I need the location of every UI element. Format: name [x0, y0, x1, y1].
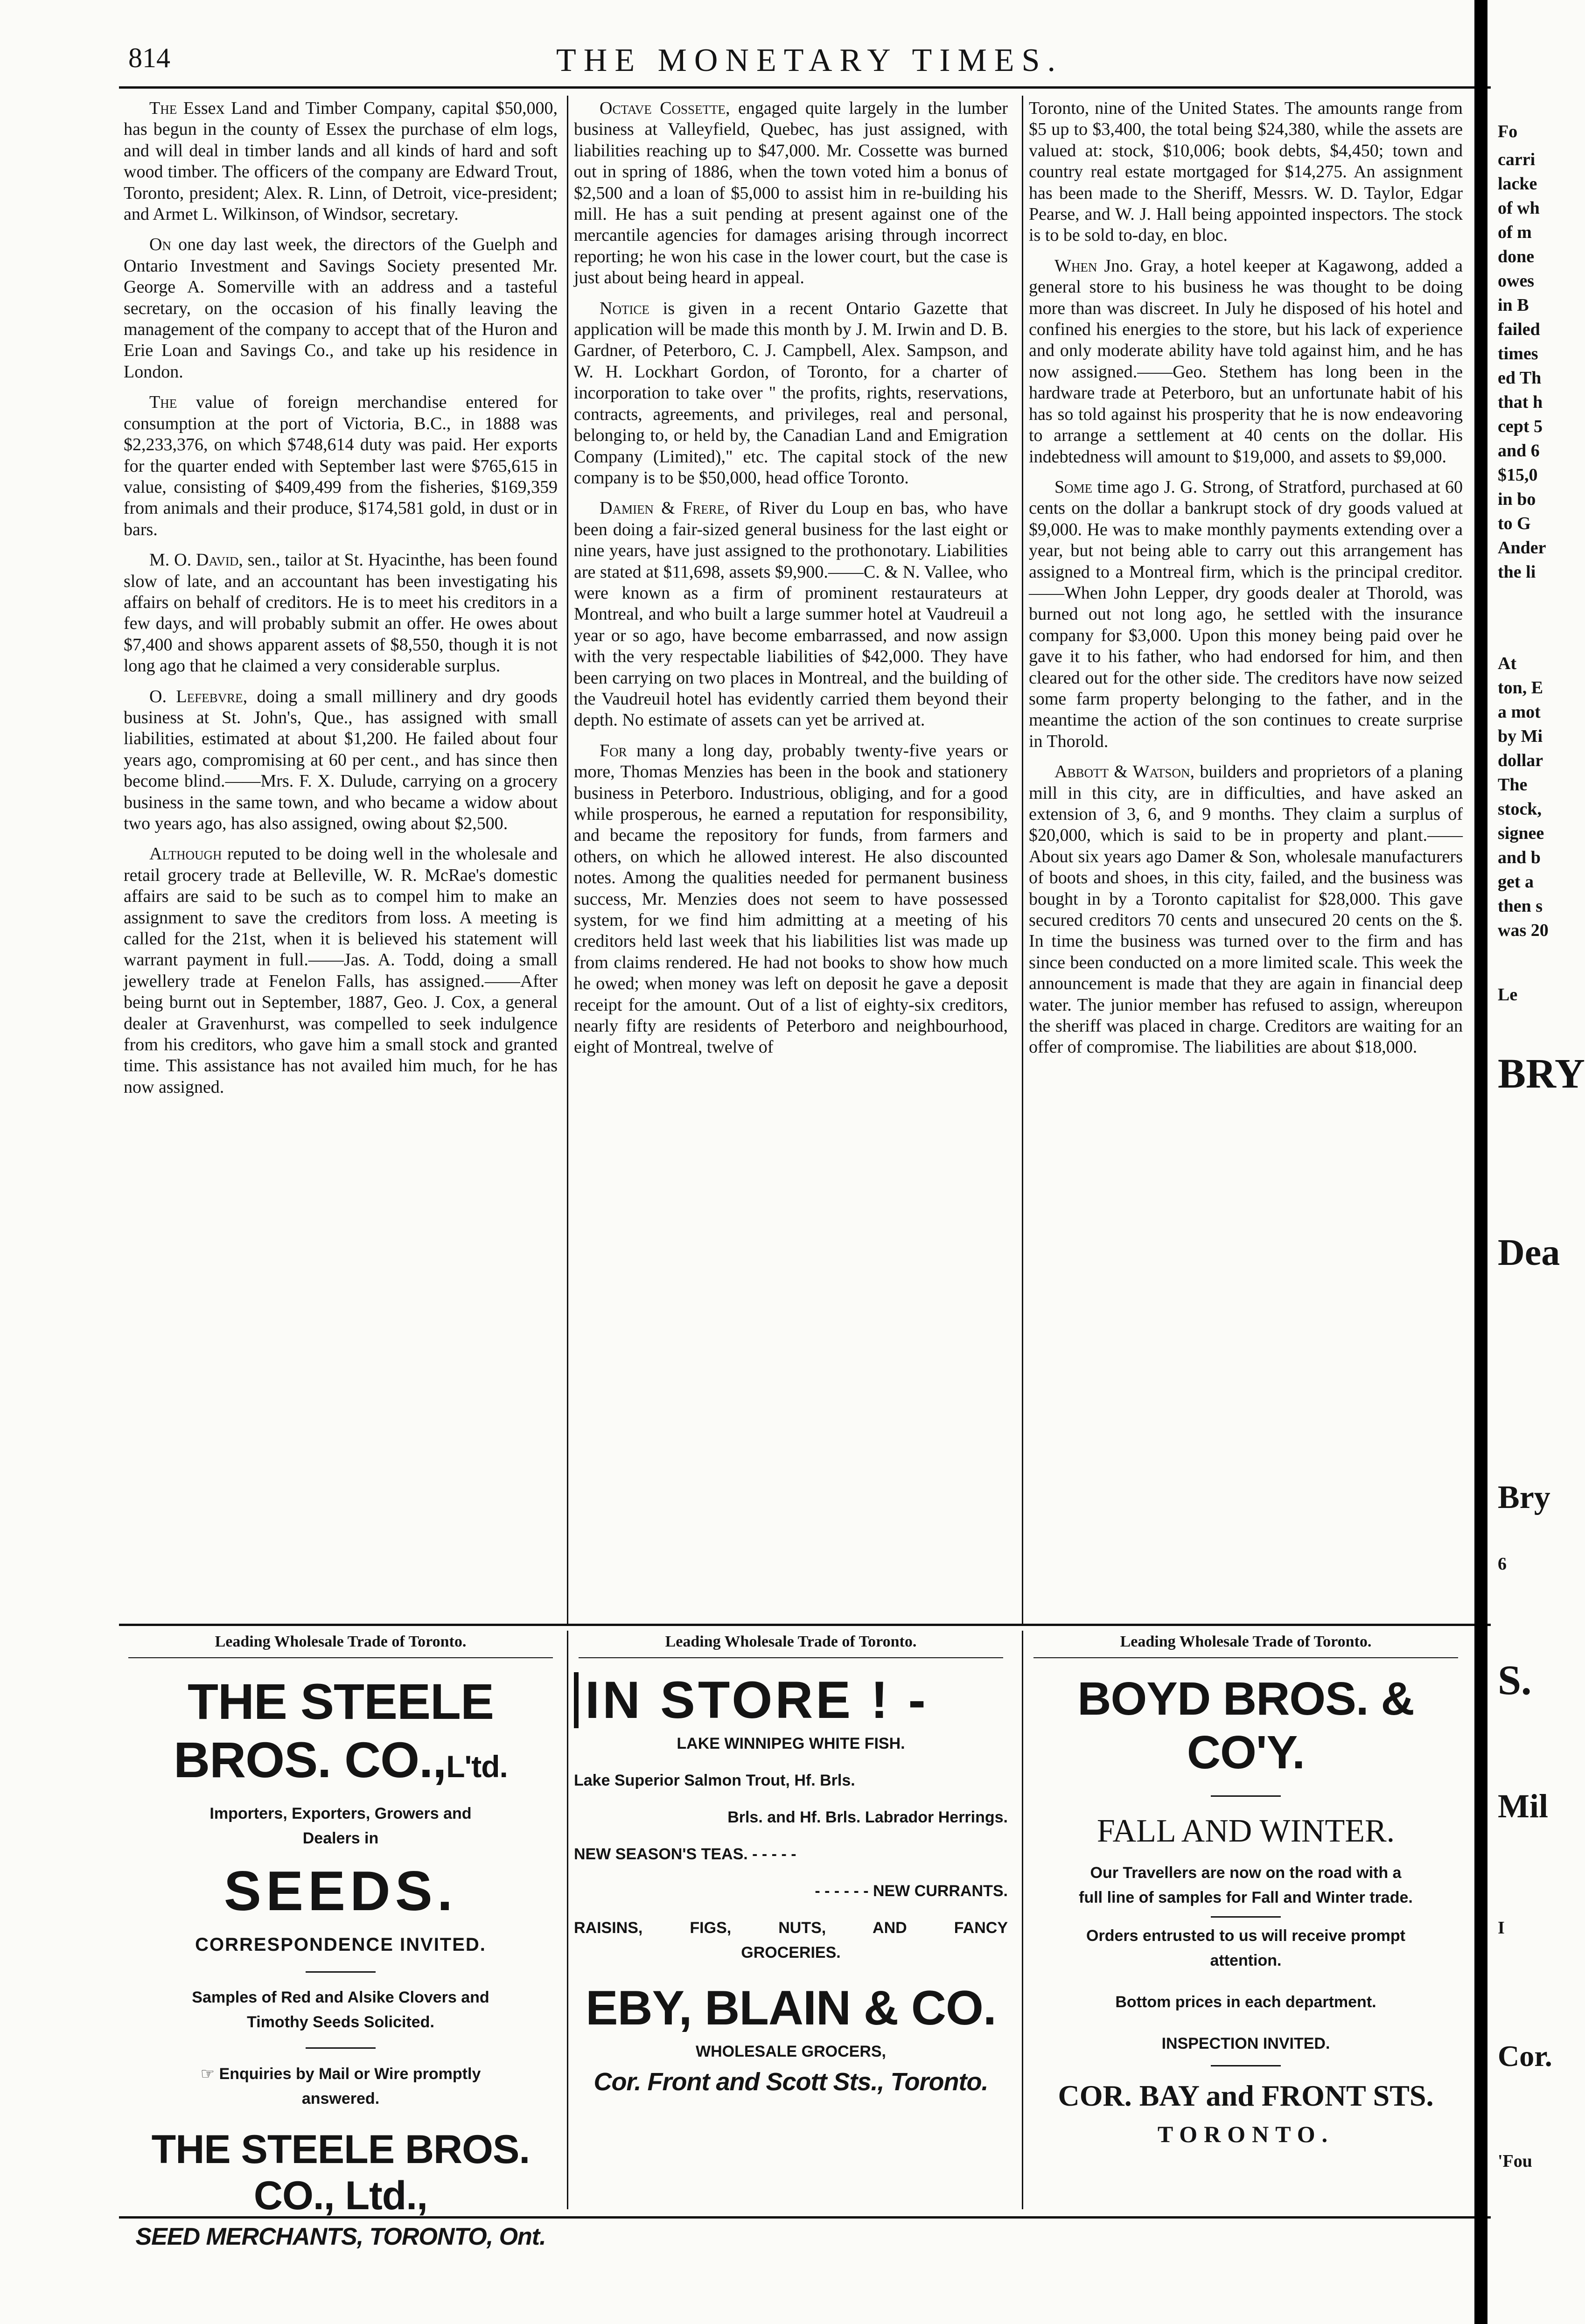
paragraph-text: sen., tailor at St. Hyacinthe, has been found slow of late, and an accountant has been investigating his affairs on behalf of creditors. He is to meet his creditors in a few days, and will probably submit an offer. He owes about $7,400 and shows apparent assets of $8,550, though it is not long ago that he claimed a very considerable surplus. — [124, 550, 558, 676]
news-paragraph — [1029, 761, 1463, 1058]
ad-text: WHOLESALE GROCERS, — [695, 2043, 887, 2060]
adjacent-page-text: S. — [1498, 1657, 1532, 1703]
adjacent-page-fragment — [1491, 0, 1585, 2324]
company-name: BOYD BROS. & CO'Y. — [1077, 1673, 1414, 1779]
company-address: SEED MERCHANTS, TORONTO, Ont. — [135, 2223, 546, 2250]
paragraph-lead: Octave Cossette, — [600, 98, 730, 118]
paragraph-lead: Some — [1054, 477, 1093, 497]
adjacent-page-text: BRY — [1498, 1051, 1585, 1097]
paragraph-lead: Abbott & Watson, — [1054, 762, 1195, 782]
ad-text: INSPECTION INVITED. — [1161, 2035, 1330, 2052]
paragraph-text: one day last week, the directors of the Guelph and Ontario Investment and Savings Society presented Mr. George A. Somerville with an address and a tasteful secretary, on the occasion of his finally leaving the management of the company to accept that of the Huron and Erie Loan and Savings Co., and take up his residence in London. — [124, 235, 558, 382]
paragraph-text: Toronto, nine of the United States. The amounts range from $5 up to $3,400, the total being $24,380, while the assets are valued at: stock, $10,006; book debts, $4,450; town and country real estate mortgaged for $14,275. An assignment has been made to the Sheriff, Messrs. W. D. Taylor, Edgar Pearse, and W. J. Hall being appointed inspectors. The stock is to be sold to-day, en bloc. — [1029, 98, 1463, 245]
ad-text: CORRESPONDENCE INVITED. — [195, 1934, 486, 1955]
column-divider — [1022, 96, 1023, 1624]
adjacent-page-text: I — [1498, 1918, 1505, 1938]
adjacent-page-text: that h — [1498, 392, 1543, 412]
company-name: EBY, BLAIN & CO. — [586, 1981, 996, 2035]
news-paragraph — [1029, 98, 1463, 246]
ad-text: Bottom prices in each department. — [1115, 1993, 1376, 2011]
adjacent-page-text: Ander — [1498, 538, 1546, 558]
adjacent-page-text: dollar — [1498, 751, 1543, 770]
ad-headline: IN STORE ! - — [574, 1672, 1008, 1728]
paragraph-lead: On — [149, 235, 171, 255]
ad-text: Our Travellers are now on the road with a — [1090, 1864, 1402, 1882]
ad-text: - - - - - - NEW CURRANTS. — [815, 1882, 1008, 1900]
adjacent-page-text: and 6 — [1498, 441, 1540, 461]
news-paragraph — [574, 298, 1008, 489]
adjacent-page-text: failed — [1498, 320, 1540, 339]
adjacent-page-text: lacke — [1498, 174, 1537, 194]
company-name-suffix: L'td. — [446, 1749, 508, 1784]
ad-text: LAKE WINNIPEG WHITE FISH. — [677, 1735, 905, 1752]
ad-text: Importers, Exporters, Growers and — [209, 1805, 472, 1822]
paragraph-lead: For — [600, 740, 627, 761]
adjacent-page-text: The — [1498, 775, 1528, 795]
adjacent-page-text: then s — [1498, 896, 1543, 916]
news-paragraph — [1029, 256, 1463, 468]
adjacent-page-text: carri — [1498, 150, 1536, 169]
adjacent-page-text: and b — [1498, 848, 1541, 867]
ad-divider — [1211, 1916, 1281, 1918]
steele-bros-advertisement — [124, 1633, 558, 2250]
page-edge-shadow — [1474, 0, 1487, 2324]
paragraph-text: is given in a recent Ontario Gazette that application will be made this month by J. M. Irwin and D. B. Gardner, of Peterboro, C. J. Campbell, Alex. Sampson, and W. H. Lockhart Gordon, of Toronto, for a charter of incorporation to take over " the profits, rights, reservations, contracts, agreements, and privileges, real and personal, belonging to, or held by, the Canadian Land and Emigration Company (Limited)," etc. The capital stock of the new company is to be $50,000, head office Toronto. — [574, 298, 1008, 488]
ad-divider — [306, 2047, 376, 2049]
ads-top-rule — [119, 1624, 1500, 1626]
paragraph-text: many a long day, probably twenty-five years or more, Thomas Menzies has been in the book and stationery business in Peterboro. Industrious, obliging, and for a good while prosperous, he earned a reputation for responsibility, and became the repository for funds, from farmers and others, on which he allowed interest. He also discounted notes. Among the qualities needed for permanent business success, Mr. Menzies does not seem to have possessed system, for we find him admitting at a meeting of his creditors held last week that his liabilities list was made up from claims rendered. He had not books to show how much he owed; when money was left on deposit he gave a deposit receipt for the amount. Out of a list of eighty-six creditors, nearly fifty are residents of Peterboro and neighbourhood, eight of Montreal, twelve of — [574, 740, 1008, 1057]
ad-divider-vertical — [567, 1631, 568, 2209]
column-divider — [567, 96, 568, 1624]
paragraph-text: of River du Loup en bas, who have been doing a fair-sized general business for the last eight or nine years, have just assigned to the prothonotary. Liabilities are stated at $11,698, assets $9,900.——C. & N. Vallee, who were known as a firm of prominent restaurateurs at Montreal, and who built a large summer hotel at Vaudreuil a year or so ago, have become embarrassed, and now assign with the very respectable liabilities of $42,000. They have been carrying on two places in Montreal, and the building of the Vaudreuil hotel has evidently carried them beyond their depth. No estimate of assets can yet be arrived at. — [574, 498, 1008, 730]
paragraph-lead: When — [1054, 256, 1097, 276]
paragraph-lead: Although — [149, 844, 222, 864]
adjacent-page-text: signee — [1498, 824, 1544, 843]
adjacent-page-text: times — [1498, 344, 1538, 363]
ad-text: GROCERIES. — [741, 1944, 841, 1961]
article-column-1 — [124, 98, 558, 1107]
adjacent-page-text: Fo — [1498, 122, 1518, 141]
company-address: COR. BAY and FRONT STS. — [1058, 2079, 1434, 2112]
adjacent-page-text: in B — [1498, 295, 1529, 315]
ad-text: Timothy Seeds Solicited. — [247, 2013, 434, 2031]
paragraph-lead: Notice — [600, 298, 649, 318]
page-header — [128, 42, 1491, 79]
ad-divider-vertical — [1022, 1631, 1023, 2209]
company-name: THE STEELE BROS. CO., — [174, 1673, 494, 1788]
ad-divider — [1211, 1795, 1281, 1797]
season-heading: FALL AND WINTER. — [1096, 1813, 1395, 1849]
news-paragraph — [124, 550, 558, 677]
adjacent-page-text: ton, E — [1498, 678, 1543, 698]
adjacent-page-text: in bo — [1498, 489, 1536, 509]
eby-blain-advertisement — [574, 1633, 1008, 2212]
page-number: 814 — [128, 42, 170, 73]
ad-text: NEW SEASON'S TEAS. - - - - - — [574, 1845, 796, 1863]
news-paragraph — [124, 844, 558, 1098]
paragraph-text: builders and proprietors of a planing mill in this city, are in difficulties, and have asked an extension of 3, 6, and 9 months. They claim a surplus of $20,000, which is said to be in property and plant.——About six years ago Damer & Son, wholesale manufacturers of boots and shoes, in this city, failed, and the business was bought in by a Toronto capitalist for $28,000. This gave secured creditors 70 cents and unsecured 20 cents on the $. In time the business was turned over to the firm and has since been conducted on a more limited scale. This week the announcement is made that they are again in financial deep water. The junior member has refused to assign, whereupon the sheriff was placed in charge. Creditors are waiting for an offer of compromise. The liabilities are about $18,000. — [1029, 762, 1463, 1057]
company-city: TORONTO. — [1157, 2121, 1334, 2147]
adjacent-page-text: to G — [1498, 514, 1531, 533]
news-paragraph — [574, 98, 1008, 289]
company-address: Cor. Front and Scott Sts., Toronto. — [594, 2068, 988, 2096]
adjacent-page-text: Le — [1498, 985, 1518, 1005]
paragraph-text: engaged quite largely in the lumber business at Valleyfield, Quebec, has just assigned, with liabilities reaching up to $47,000. Mr. Cossette was burned out in spring of 1886, when the town voted him a bonus of $2,500 and a loan of $5,000 to assist him in re-building his mill. He has a suit pending at present against one of the mercantile agencies for damages arising through incorrect reporting; he won his case in the lower court, but the case is just about being heard in appeal. — [574, 98, 1008, 288]
news-paragraph — [1029, 477, 1463, 752]
company-name-footer: THE STEELE BROS. CO., Ltd., — [151, 2127, 530, 2218]
paragraph-text: Essex Land and Timber Company, capital $50,000, has begun in the county of Essex the purchase of elm logs, and will deal in timber lands and all kinds of hard and soft wood timber. The officers of the company are Edward Trout, Toronto, president; Alex. R. Linn, of Detroit, vice-president; and Armet L. Wilkinson, of Windsor, secretary. — [124, 98, 558, 224]
adjacent-page-text: cept 5 — [1498, 417, 1543, 436]
adjacent-page-text: of m — [1498, 223, 1532, 242]
adjacent-page-text: At — [1498, 654, 1517, 673]
ad-header: Leading Wholesale Trade of Toronto. — [579, 1633, 1003, 1658]
news-paragraph — [124, 392, 558, 540]
paragraph-text: value of foreign merchandise entered for consumption at the port of Victoria, B.C., in 1888 was $2,233,376, on which $748,614 duty was paid. Her exports for the quarter ended with September last were $765,615 in value, consisting of $409,499 from the fisheries, $169,359 from animals and their produce, $174,581 gold, in dust or in bars. — [124, 392, 558, 539]
adjacent-page-text: $15,0 — [1498, 465, 1538, 485]
adjacent-page-text: Dea — [1498, 1232, 1560, 1273]
adjacent-page-text: by Mi — [1498, 726, 1543, 746]
ads-bottom-rule — [119, 2216, 1500, 2219]
adjacent-page-text: of wh — [1498, 198, 1540, 218]
ad-text: Orders entrusted to us will receive prompt — [1086, 1927, 1405, 1945]
article-column-2 — [574, 98, 1008, 1068]
boyd-bros-advertisement — [1029, 1633, 1463, 2212]
news-paragraph — [124, 98, 558, 225]
ad-divider — [306, 1971, 376, 1973]
news-paragraph — [124, 234, 558, 383]
news-paragraph — [574, 740, 1008, 1058]
ad-text: RAISINS, FIGS, NUTS, AND FANCY — [574, 1919, 1008, 1937]
ad-text: Brls. and Hf. Brls. Labrador Herrings. — [727, 1808, 1008, 1826]
adjacent-page-text: stock, — [1498, 799, 1542, 819]
paragraph-text: doing a small millinery and dry goods business at St. John's, Que., has assigned with small liabilities, estimated at about $1,200. He failed about four years ago, compromising at 60 per cent., and has since then become blind.——Mrs. F. X. Dulude, carrying on a grocery business in the same town, and who became a widow about two years ago, has also assigned, owing about $2,500. — [124, 686, 558, 833]
adjacent-page-text: ed Th — [1498, 368, 1542, 388]
paragraph-lead: The — [149, 392, 177, 412]
paragraph-lead: M. O. David, — [149, 550, 243, 570]
ad-text: answered. — [301, 2090, 380, 2108]
adjacent-page-text: done — [1498, 247, 1535, 266]
paragraph-lead: Damien & Frere, — [600, 498, 729, 518]
ad-divider — [1211, 2065, 1281, 2066]
ad-text: Samples of Red and Alsike Clovers and — [192, 1989, 489, 2006]
ad-text: Dealers in — [302, 1829, 379, 1847]
ad-text: ☞ Enquiries by Mail or Wire promptly — [200, 2065, 481, 2083]
adjacent-page-text: Bry — [1498, 1480, 1550, 1515]
ad-text: full line of samples for Fall and Winter trade. — [1079, 1889, 1413, 1906]
paragraph-lead: O. Lefebvre, — [149, 686, 248, 706]
news-paragraph — [574, 498, 1008, 731]
adjacent-page-text: get a — [1498, 872, 1534, 892]
paragraph-text: Jno. Gray, a hotel keeper at Kagawong, added a general store to his business he was thought to be doing more than was discreet. In July he disposed of his hotel and confined his energies to the store, but his lack of experience and only moderate ability have told against him, and he has now assigned.——Geo. Stethem has long been in the hardware trade at Peterboro, but an unfortunate habit of his has so told against his prosperity that he is now endeavoring to arrange a settlement at 40 cents on the dollar. His indebtedness will amount to $19,000, and assets to $9,000. — [1029, 256, 1463, 467]
news-paragraph — [124, 686, 558, 835]
adjacent-page-text: was 20 — [1498, 921, 1549, 940]
adjacent-page-text: Cor. — [1498, 2039, 1552, 2073]
ad-header: Leading Wholesale Trade of Toronto. — [1033, 1633, 1458, 1658]
paragraph-text: time ago J. G. Strong, of Stratford, purchased at 60 cents on the dollar a bankrupt stock of dry goods valued at $9,000. He was to make monthly payments extending over a year, but not being able to carry out this arrangement has assigned to a Montreal firm, which is the principal creditor.——When John Lepper, dry goods dealer at Thorold, was burned out not long ago, he settled with the insurance company for $3,000. Upon this money being paid over he gave it to his father, who had endorsed for him, and then cleared out for the other side. The creditors have now seized some farm property belonging to the father, and in the meantime the action of the son continues to create surprise in Thorold. — [1029, 477, 1463, 751]
ad-text: Lake Superior Salmon Trout, Hf. Brls. — [574, 1772, 855, 1789]
ad-header: Leading Wholesale Trade of Toronto. — [128, 1633, 553, 1658]
adjacent-page-text: the li — [1498, 562, 1536, 582]
header-rule — [119, 86, 1500, 89]
ad-text: attention. — [1210, 1952, 1282, 1969]
paragraph-text: reputed to be doing well in the wholesale and retail grocery trade at Belleville, W. R. McRae's domestic affairs are said to be such as to compel him to make an assignment to save the creditors from loss. A meeting is called for the 21st, when it is believed his statement will warrant payment in full.——Jas. A. Todd, doing a small jewellery trade at Fenelon Falls, has assigned.——After being burnt out in September, 1887, Geo. J. Cox, a general dealer at Gravenhurst, was compelled to seek indulgence from his creditors, who gave him a small stock and granted time. This assistance has not availed him much, for he has now assigned. — [124, 844, 558, 1097]
paragraph-lead: The — [149, 98, 177, 118]
adjacent-page-text: 'Fou — [1498, 2151, 1532, 2171]
adjacent-page-text: 6 — [1498, 1554, 1507, 1574]
article-column-3 — [1029, 98, 1463, 1068]
adjacent-page-text: owes — [1498, 271, 1535, 291]
adjacent-page-text: Mil — [1498, 1787, 1548, 1825]
journal-title: THE MONETARY TIMES. — [556, 42, 1063, 78]
product-heading: SEEDS. — [223, 1860, 458, 1922]
adjacent-page-text: a mot — [1498, 702, 1541, 722]
